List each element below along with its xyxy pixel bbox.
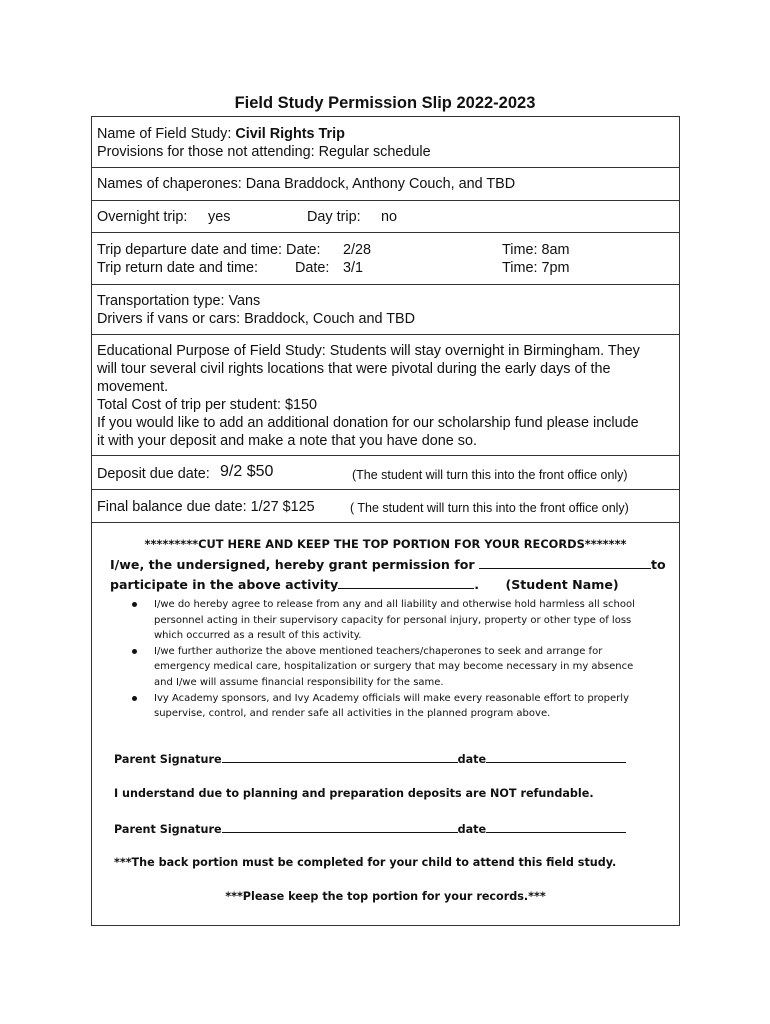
permission-form [91, 116, 680, 926]
trip-type-section [92, 201, 679, 233]
donation-line: it with your deposit and make a note that you have done so. [97, 433, 477, 449]
total-cost: Total Cost of trip per student: $150 [97, 397, 317, 413]
field-study-name-value: Civil Rights Trip [235, 126, 345, 142]
list-item [132, 691, 652, 722]
non-refundable-text: I understand due to planning and preparation deposits are NOT refundable. [114, 787, 594, 800]
date-field[interactable] [486, 751, 626, 763]
donation-line: If you would like to add an additional donation for our scholarship fund please include [97, 415, 639, 431]
purpose-line: movement. [97, 379, 169, 395]
final-balance-section [92, 490, 679, 523]
parent-signature-field[interactable] [222, 821, 458, 833]
bullet-icon [132, 696, 137, 701]
purpose-line: Educational Purpose of Field Study: Students will stay overnight in Birmingham. They [97, 343, 640, 359]
back-portion-note: ***The back portion must be completed for your child to attend this field study. [114, 856, 617, 869]
list-item-text: Ivy Academy sponsors, and Ivy Academy officials will make every reasonable effort to properly supervise, control, and render safe all activities in the planned program above. [154, 692, 629, 720]
return-time: Time: 7pm [502, 260, 570, 276]
permission-text: I/we, the undersigned, hereby grant permission for [110, 557, 475, 572]
bullet-icon [132, 602, 137, 607]
departure-date: 2/28 [343, 242, 372, 258]
transportation-type: Transportation type: Vans [97, 293, 261, 309]
day-trip-value: no [381, 209, 398, 225]
date-field[interactable] [486, 821, 626, 833]
deposit-label: Deposit due date: [97, 466, 210, 482]
overnight-value: yes [208, 209, 231, 225]
day-trip-label: Day trip: [307, 209, 361, 225]
final-balance-label: Final balance due date: 1/27 $125 [97, 499, 315, 515]
date-label: date [457, 753, 487, 766]
deposit-value: 9/2 $50 [220, 463, 274, 480]
page-title: Field Study Permission Slip 2022-2023 [234, 94, 536, 112]
bullet-icon [132, 649, 137, 654]
list-item-text: I/we do hereby agree to release from any and all liability and otherwise hold harmless all school personnel acting in their supervisory capacity for personal injury, property or other type of loss which occurred as a result of this activity. [154, 599, 635, 642]
list-item-text: I/we further authorize the above mentioned teachers/chaperones to seek and arrange for emergency medical care, hospitalization or surgery that may become necessary in my absence and I/we will assume financial responsibility for the same. [154, 645, 634, 688]
dates-section [92, 233, 679, 285]
date-label: date [457, 823, 487, 836]
list-item [132, 644, 652, 691]
permission-line-1 [110, 557, 666, 572]
activity-blank[interactable] [338, 577, 474, 589]
purpose-section [92, 335, 679, 456]
deposit-note: (The student will turn this into the front office only) [352, 468, 628, 482]
parent-signature-field[interactable] [222, 751, 458, 763]
student-name-blank[interactable] [479, 557, 651, 569]
return-label: Trip return date and time: [97, 260, 259, 276]
transportation-section [92, 285, 679, 335]
liability-list [132, 597, 652, 722]
parent-signature-label: Parent Signature [114, 753, 222, 766]
field-study-section [92, 117, 679, 168]
permission-text: to [650, 557, 666, 572]
departure-label: Trip departure date and time: Date: [97, 242, 321, 258]
return-date: 3/1 [343, 260, 364, 276]
purpose-line: will tour several civil rights locations that were pivotal during the early days of the [97, 361, 611, 377]
permission-text: . [474, 577, 480, 592]
chaperones-text: Names of chaperones: Dana Braddock, Anthony Couch, and TBD [97, 176, 516, 192]
list-item [132, 597, 652, 644]
overnight-label: Overnight trip: [97, 209, 188, 225]
final-balance-note: ( The student will turn this into the front office only) [350, 501, 629, 515]
student-name-caption: (Student Name) [505, 577, 619, 592]
return-date-label: Date: [295, 260, 330, 276]
provisions-text: Provisions for those not attending: Regular schedule [97, 144, 431, 160]
field-study-name-label: Name of Field Study: [97, 126, 232, 142]
permission-line-2 [110, 577, 650, 592]
deposit-section [92, 456, 679, 490]
permission-text: participate in the above activity [110, 577, 339, 592]
cut-line-text: *********CUT HERE AND KEEP THE TOP PORTION FOR YOUR RECORDS******* [144, 537, 627, 551]
parent-signature-line-2 [114, 821, 626, 836]
chaperones-section [92, 168, 679, 201]
departure-time: Time: 8am [502, 242, 570, 258]
keep-top-note: ***Please keep the top portion for your records.*** [225, 890, 546, 903]
drivers-text: Drivers if vans or cars: Braddock, Couch and TBD [97, 311, 416, 327]
tear-off-section [92, 523, 679, 925]
parent-signature-label: Parent Signature [114, 823, 222, 836]
parent-signature-line-1 [114, 751, 626, 766]
field-study-name-line [97, 125, 674, 143]
